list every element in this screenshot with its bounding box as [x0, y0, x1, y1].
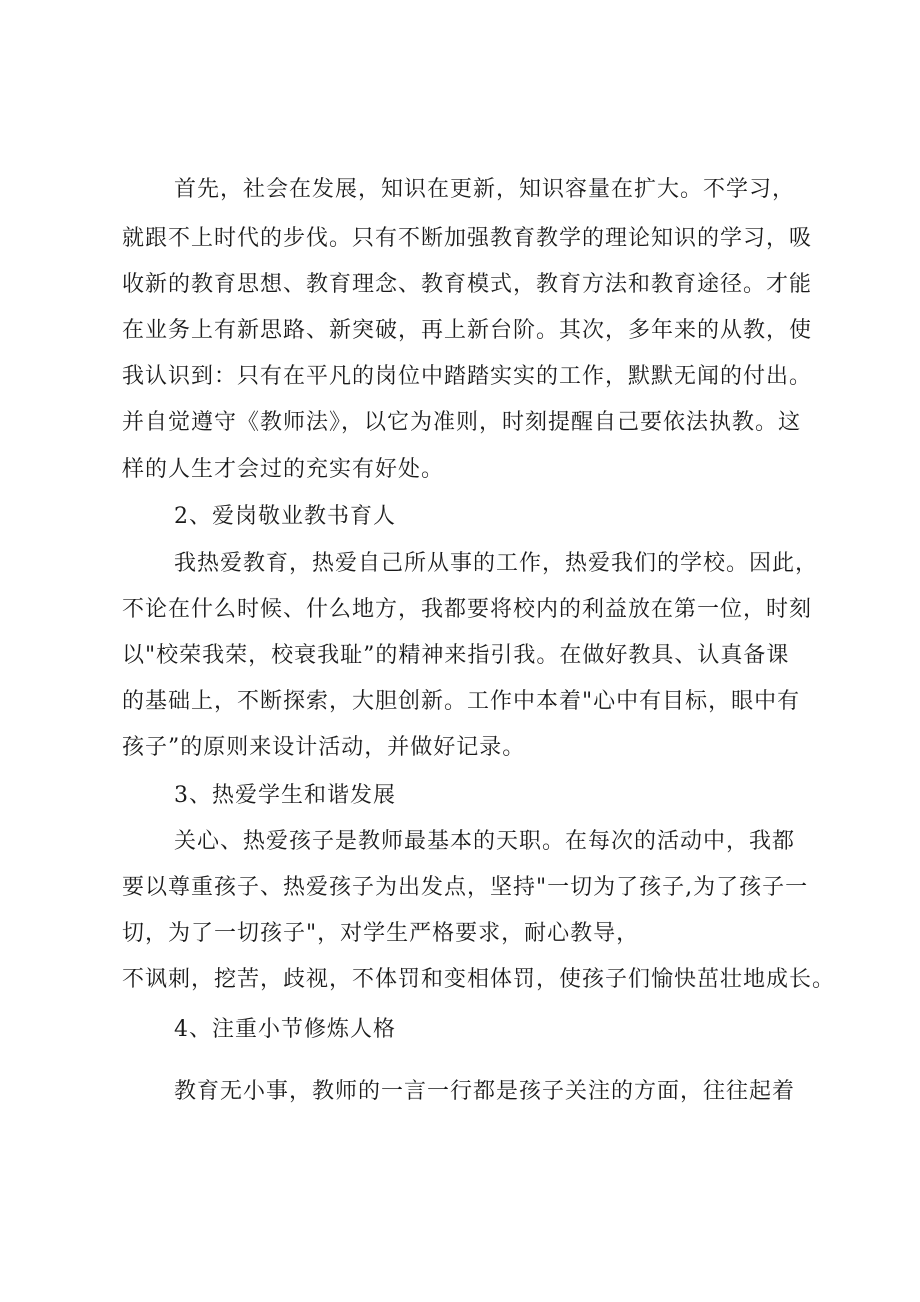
paragraph-3-line-1: 关心、热爱孩子是教师最基本的天职。在每次的活动中，我都: [174, 829, 796, 854]
paragraph-1-line-1: 首先，社会在发展，知识在更新，知识容量在扩大。不学习，: [174, 177, 796, 202]
paragraph-3-line-3: 切，为了一切孩子"，对学生严格要求，耐心教导，: [122, 921, 640, 946]
paragraph-2-line-4: 的基础上，不断探索，大胆创新。工作中本着"心中有目标，眼中有: [122, 689, 801, 714]
paragraph-3-line-2: 要以尊重孩子、热爱孩子为出发点，坚持"一切为了孩子,为了孩子一: [122, 875, 809, 900]
paragraph-1-line-3: 收新的教育思想、教育理念、教育模式，教育方法和教育途径。才能: [122, 272, 813, 297]
paragraph-2-line-5: 孩子”的原则来设计活动，并做好记录。: [122, 735, 526, 760]
paragraph-4-line-1: 教育无小事，教师的一言一行都是孩子关注的方面，往往起着: [174, 1079, 796, 1104]
section-heading-4: 4、注重小节修炼人格: [174, 1017, 396, 1042]
section-heading-3: 3、热爱学生和谐发展: [174, 783, 396, 808]
paragraph-1-line-7: 样的人生才会过的充实有好处。: [122, 457, 445, 482]
paragraph-2-line-3: 以"校荣我荣，校衰我耻”的精神来指引我。在做好教具、认真备课: [122, 643, 790, 668]
paragraph-1-line-2: 就跟不上时代的步伐。只有不断加强教育教学的理论知识的学习，吸: [122, 226, 813, 251]
paragraph-1-line-4: 在业务上有新思路、新突破，再上新台阶。其次，多年来的从教，使: [122, 318, 813, 343]
paragraph-2-line-1: 我热爱教育，热爱自己所从事的工作，热爱我们的学校。因此，: [174, 551, 819, 576]
section-heading-2: 2、爱岗敬业教书育人: [174, 504, 396, 529]
paragraph-1-line-6: 并自觉遵守《教师法》，以它为准则，时刻提醒自己要依法执教。这: [122, 410, 802, 435]
paragraph-3-line-4: 不讽刺，挖苦，歧视，不体罚和变相体罚，使孩子们愉快茁壮地成长。: [122, 967, 836, 992]
paragraph-2-line-2: 不论在什么时候、什么地方，我都要将校内的利益放在第一位，时刻: [122, 597, 813, 622]
paragraph-1-line-5: 我认识到：只有在平凡的岗位中踏踏实实的工作，默默无闻的付出。: [122, 364, 813, 389]
